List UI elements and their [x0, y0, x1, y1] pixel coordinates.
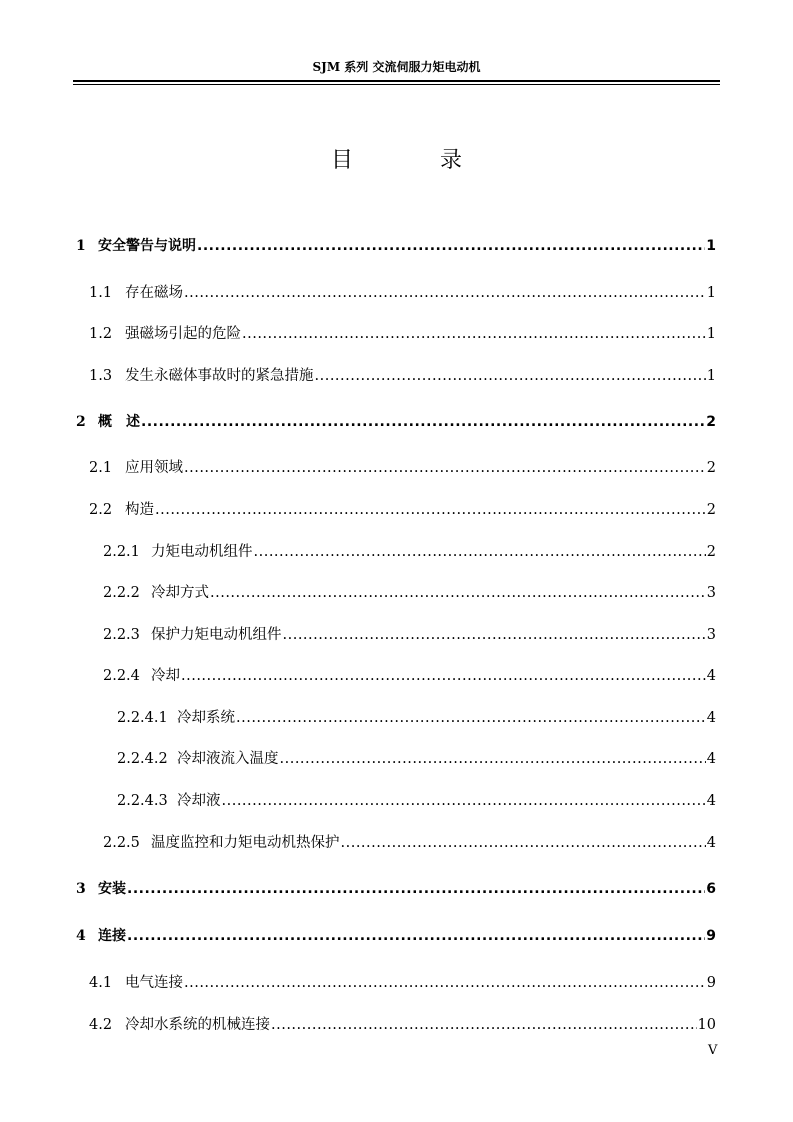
toc-number: 1 [76, 238, 86, 254]
toc-page: 2 [706, 544, 716, 560]
toc-leader [222, 791, 706, 811]
toc-entry[interactable] [89, 973, 716, 993]
running-header: SJM 系列 交流伺服力矩电动机 [312, 60, 481, 74]
toc-label: 电气连接 [125, 975, 183, 991]
toc-label: 冷却 [151, 668, 180, 684]
toc-entry[interactable] [89, 1015, 716, 1035]
toc-page: 9 [706, 928, 716, 944]
toc-leader [141, 412, 705, 432]
toc-entry[interactable] [103, 833, 716, 853]
toc-page: 4 [706, 710, 716, 726]
toc-number: 2.2.4 [103, 668, 140, 684]
toc-label: 构造 [125, 502, 154, 518]
toc-entry[interactable] [89, 500, 716, 520]
toc-page: 9 [706, 975, 716, 991]
toc-leader [254, 542, 706, 562]
toc-number: 4.1 [89, 975, 113, 991]
toc-page: 4 [706, 751, 716, 767]
toc-number: 2.1 [89, 460, 113, 476]
toc-number: 2 [76, 414, 86, 430]
toc-page: 6 [706, 881, 716, 897]
toc-page: 3 [706, 585, 716, 601]
toc-page: 3 [706, 627, 716, 643]
toc-page: 4 [706, 835, 716, 851]
toc-page: 4 [706, 793, 716, 809]
toc-label: 冷却系统 [177, 710, 235, 726]
toc-page: 2 [706, 502, 716, 518]
toc-label: 连接 [98, 928, 126, 944]
toc-leader [184, 458, 706, 478]
toc-leader [236, 708, 706, 728]
toc-leader [181, 666, 706, 686]
toc-entry[interactable] [89, 366, 716, 386]
toc-label: 冷却水系统的机械连接 [125, 1017, 270, 1033]
page-number: V [708, 1043, 718, 1058]
toc-page: 1 [706, 326, 716, 342]
toc-entry[interactable] [103, 542, 716, 562]
toc-entry[interactable] [103, 625, 716, 645]
toc-entry[interactable] [89, 458, 716, 478]
toc-number: 1.3 [89, 368, 113, 384]
toc-number: 2.2.2 [103, 585, 140, 601]
toc-label: 安装 [98, 881, 126, 897]
toc-label: 安全警告与说明 [98, 238, 196, 254]
toc-number: 2.2.4.1 [117, 710, 168, 726]
toc-leader [210, 583, 706, 603]
toc-number: 4 [76, 928, 86, 944]
toc-leader [184, 283, 706, 303]
toc-leader [127, 926, 705, 946]
toc-page: 2 [706, 414, 716, 430]
toc-leader [341, 833, 706, 853]
toc-label: 力矩电动机组件 [151, 544, 253, 560]
toc-leader [271, 1015, 697, 1035]
toc-page: 1 [706, 285, 716, 301]
toc-number: 2.2.4.3 [117, 793, 168, 809]
toc-label: 存在磁场 [125, 285, 183, 301]
toc-leader [283, 625, 706, 645]
toc-number: 1.2 [89, 326, 113, 342]
toc-entry[interactable] [76, 926, 716, 946]
toc-label: 发生永磁体事故时的紧急措施 [125, 368, 314, 384]
toc-leader [280, 749, 706, 769]
toc-entry[interactable] [89, 324, 716, 344]
toc-label: 强磁场引起的危险 [125, 326, 241, 342]
toc-leader [155, 500, 706, 520]
toc-number: 4.2 [89, 1017, 113, 1033]
toc-leader [315, 366, 706, 386]
toc-page: 2 [706, 460, 716, 476]
toc-label: 冷却方式 [151, 585, 209, 601]
toc-page: 1 [706, 238, 716, 254]
toc-number: 2.2.3 [103, 627, 140, 643]
page-title: 目 录 [331, 148, 502, 173]
toc-label: 保护力矩电动机组件 [151, 627, 282, 643]
toc-number: 2.2.5 [103, 835, 140, 851]
toc-entry[interactable] [89, 283, 716, 303]
toc-label: 应用领域 [125, 460, 183, 476]
toc-label: 温度监控和力矩电动机热保护 [151, 835, 340, 851]
toc-leader [197, 236, 705, 256]
toc-entry[interactable] [103, 666, 716, 686]
toc-leader [242, 324, 706, 344]
toc-page: 1 [706, 368, 716, 384]
toc-number: 2.2.4.2 [117, 751, 168, 767]
toc-entry[interactable] [117, 708, 716, 728]
toc-label: 冷却液 [177, 793, 221, 809]
toc-entry[interactable] [117, 749, 716, 769]
toc-page: 10 [697, 1017, 716, 1033]
toc-number: 3 [76, 881, 86, 897]
toc-entry[interactable] [76, 412, 716, 432]
toc-entry[interactable] [76, 879, 716, 899]
toc-entry[interactable] [103, 583, 716, 603]
toc-label: 概 述 [98, 414, 140, 430]
toc-entry[interactable] [76, 236, 716, 256]
toc-number: 2.2.1 [103, 544, 140, 560]
toc-number: 2.2 [89, 502, 113, 518]
toc-leader [127, 879, 705, 899]
toc-entry[interactable] [117, 791, 716, 811]
toc-label: 冷却液流入温度 [177, 751, 279, 767]
toc-number: 1.1 [89, 285, 113, 301]
toc-leader [184, 973, 706, 993]
toc-page: 4 [706, 668, 716, 684]
